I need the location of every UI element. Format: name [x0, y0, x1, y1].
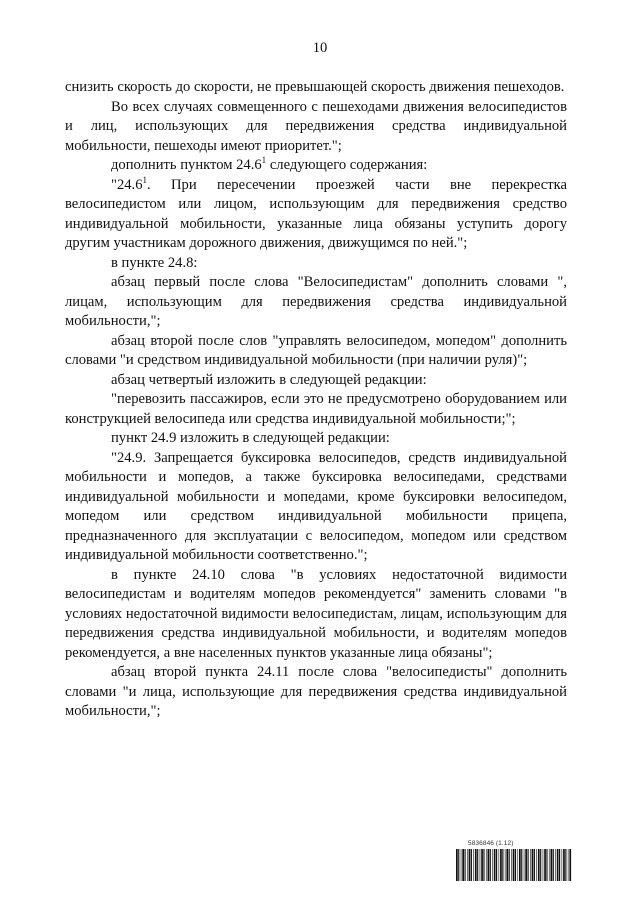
paragraph	[65, 156, 567, 176]
barcode-block	[456, 840, 572, 884]
paragraph-text: в пункте 24.8:	[111, 254, 198, 271]
paragraph	[65, 429, 567, 449]
superscript: 1	[261, 155, 267, 166]
paragraph	[65, 78, 567, 98]
paragraph	[65, 371, 567, 391]
paragraph	[65, 390, 567, 429]
paragraph-text: Во всех случаях совмещенного с пешеходами движения велосипедистов и лиц, использующих для передвижения средства индивидуальной мобильности, пешеходы имеют приоритет.";	[65, 98, 567, 154]
paragraph	[65, 273, 567, 332]
paragraph-text: абзац второй после слов "управлять велосипедом, мопедом" дополнить словами "и средством индивидуальной мобильности (при наличии руля)";	[65, 332, 567, 368]
paragraph-text: следующего содержания:	[266, 157, 428, 173]
paragraph-text: снизить скорость до скорости, не превышающей скорость движения пешеходов.	[65, 79, 565, 95]
paragraph	[65, 332, 567, 371]
barcode-code: 5836846 (1.12)	[468, 840, 514, 847]
paragraph	[65, 176, 567, 254]
paragraph	[65, 98, 567, 157]
paragraph-text: в пункте 24.10 слова "в условиях недостаточной видимости велосипедистам и водителям мопедов рекомендуется" заменить словами "в условиях недостаточной видимости велосипедистам, лицам, использующим для передвижения средства индивидуальной мобильности, и водителям мопедов рекомендуется, а вне населенных пунктов указанные лица обязаны";	[65, 566, 567, 661]
page-number: 10	[312, 40, 328, 56]
paragraph	[65, 566, 567, 664]
paragraph-text: дополнить пунктом 24.6	[111, 157, 262, 173]
superscript: 1	[142, 174, 147, 185]
paragraph	[65, 254, 567, 274]
body-text	[65, 78, 567, 722]
barcode-image	[456, 849, 572, 881]
paragraph-text: "24.6	[111, 176, 143, 193]
paragraph-text: пункт 24.9 изложить в следующей редакции:	[111, 430, 390, 446]
paragraph-text: "перевозить пассажиров, если это не предусмотрено оборудованием или конструкцией велосипеда или средства индивидуальной мобильности;";	[65, 391, 567, 427]
paragraph-text: абзац первый после слова "Велосипедистам" дополнить словами ", лицам, использующим для передвижения средства индивидуальной мобильности,";	[65, 274, 567, 329]
paragraph-text: "24.9. Запрещается буксировка велосипедов, средств индивидуальной мобильности и мопедов, а также буксировка велосипедами, средствами индивидуальной мобильности и мопедами, кроме буксировки велосипедом, мопедом или средством индивидуальной мобильности прицепа, предназначенного для эксплуатации с велосипедом, мопедом или средством индивидуальной мобильности соответственно.";	[65, 449, 567, 563]
paragraph-text: абзац четвертый изложить в следующей редакции:	[111, 371, 427, 388]
paragraph	[65, 663, 567, 722]
paragraph	[65, 449, 567, 566]
paragraph-text: . При пересечении проезжей части вне перекрестка велосипедистом или лицом, использующим для передвижения средство индивидуальной мобильности, указанные лица обязаны уступить дорогу другим участникам дорожного движения, движущимся по ней.";	[65, 176, 567, 251]
paragraph-text: абзац второй пункта 24.11 после слова "велосипедисты" дополнить словами "и лица, использующие для передвижения средства индивидуальной мобильности,";	[65, 664, 567, 719]
